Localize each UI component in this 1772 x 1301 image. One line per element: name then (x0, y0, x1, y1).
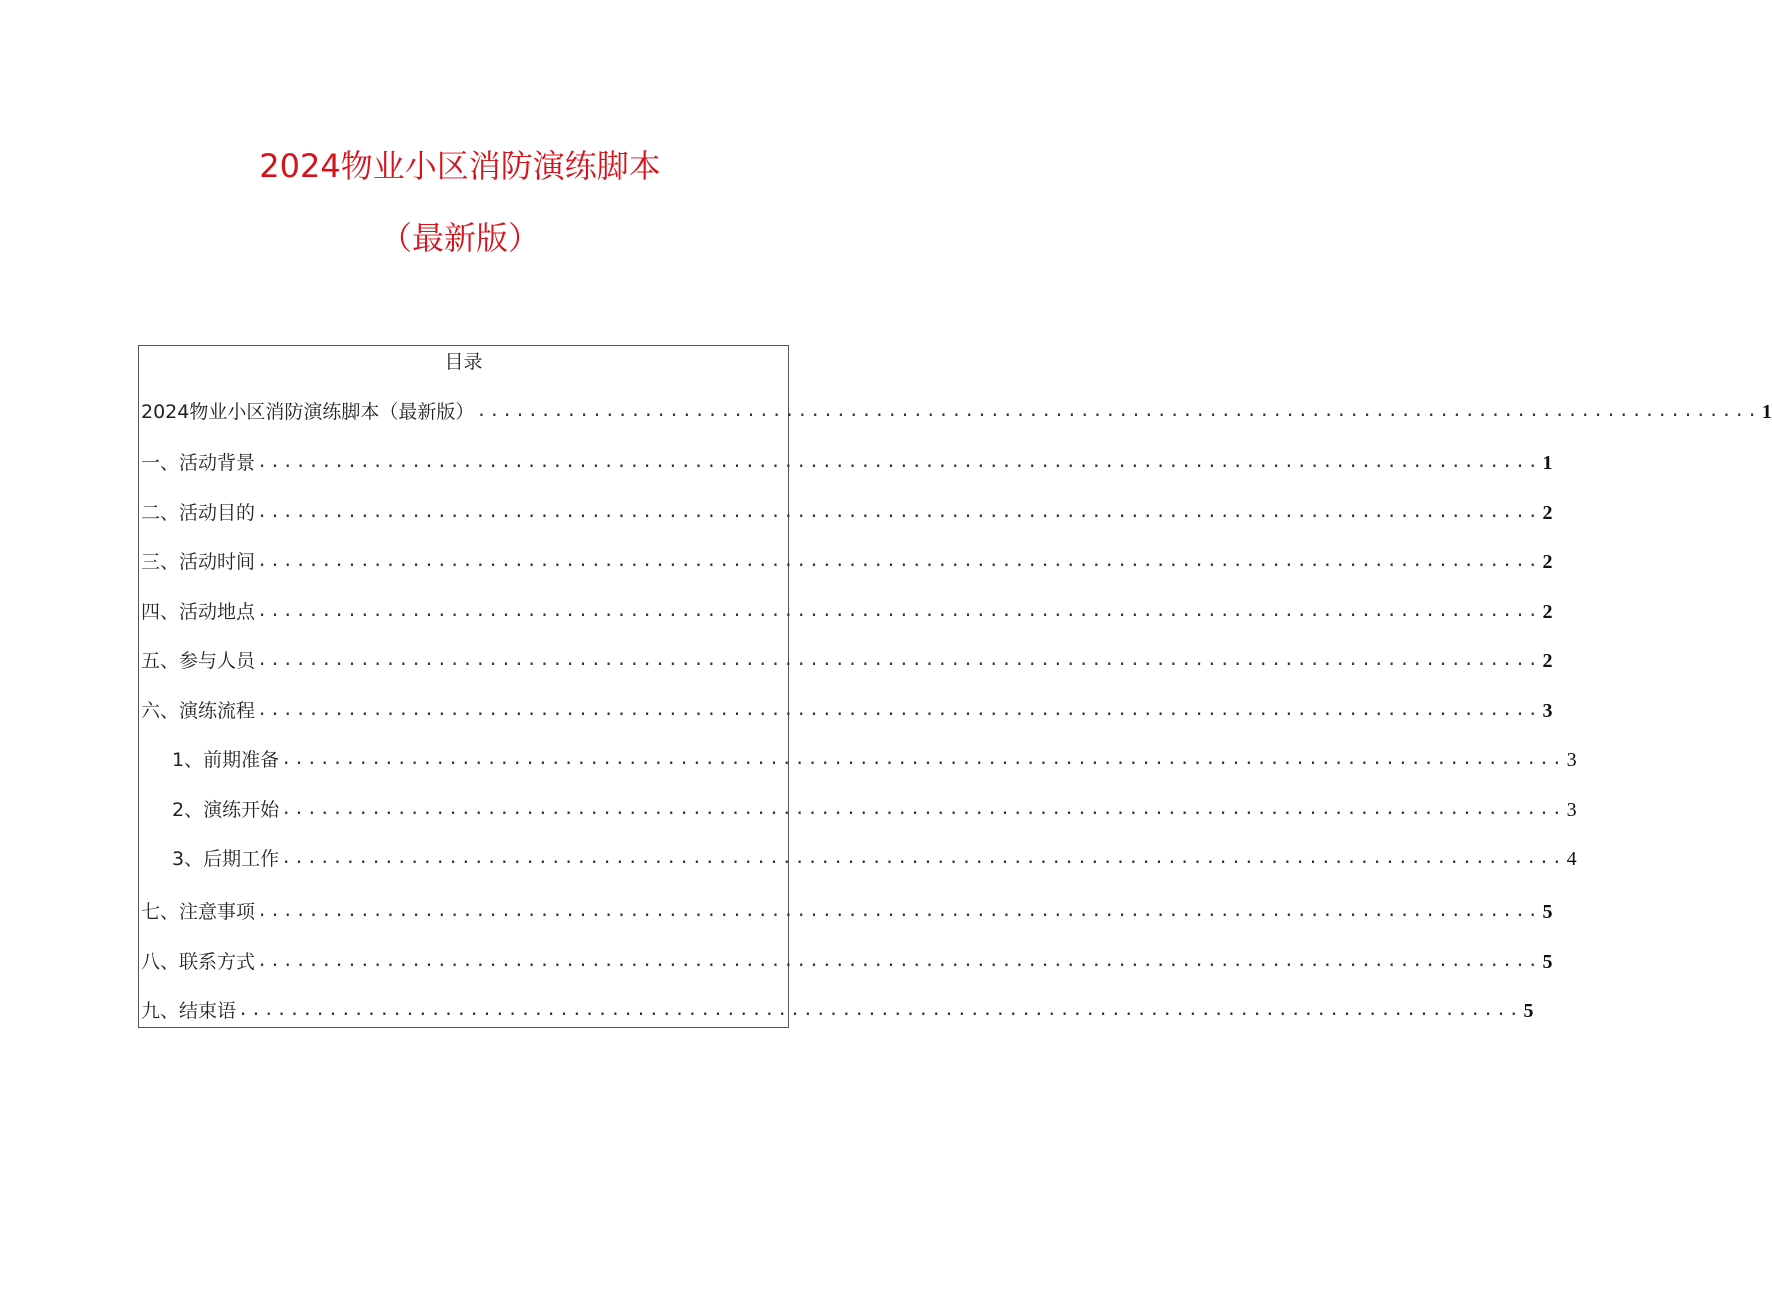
toc-entry-label: 三、活动时间 (141, 551, 256, 573)
toc-entry-participants[interactable] (141, 647, 1553, 675)
toc-leader-dots: .................................................................................................... (257, 650, 1541, 670)
toc-page-number: 5 (1542, 951, 1553, 973)
toc-page-number: 5 (1523, 1000, 1534, 1022)
toc-entry-label: 1、前期准备 (172, 749, 280, 771)
toc-leader-dots: .................................................................................................... (238, 1000, 1522, 1020)
toc-page-number: 1 (1761, 401, 1772, 423)
toc-entry-label: 七、注意事项 (141, 901, 256, 923)
toc-leader-dots: .................................................................................................... (257, 951, 1541, 971)
toc-entry-label: 九、结束语 (141, 1000, 237, 1022)
toc-entry-label: 六、演练流程 (141, 700, 256, 722)
toc-leader-dots: .................................................................................................... (257, 551, 1541, 571)
toc-entry-main-title[interactable] (141, 398, 1772, 426)
toc-page-number: 4 (1566, 848, 1577, 870)
toc-leader-dots: .................................................................................................... (281, 799, 1565, 819)
toc-leader-dots: .................................................................................................... (476, 401, 1760, 421)
toc-entry-label: 2024物业小区消防演练脚本（最新版） (141, 401, 475, 423)
toc-leader-dots: .................................................................................................... (257, 700, 1541, 720)
toc-page-number: 3 (1566, 749, 1577, 771)
document-subtitle: （最新版） (379, 219, 540, 257)
toc-entry-purpose[interactable] (141, 499, 1553, 527)
toc-entry-drill-start[interactable] (172, 796, 1577, 824)
toc-leader-dots: .................................................................................................... (281, 848, 1565, 868)
toc-entry-background[interactable] (141, 449, 1553, 477)
toc-page-number: 2 (1542, 601, 1553, 623)
toc-entry-preparation[interactable] (172, 746, 1577, 774)
toc-entry-follow-up[interactable] (172, 845, 1577, 873)
toc-entry-contact[interactable] (141, 948, 1553, 976)
toc-entry-label: 2、演练开始 (172, 799, 280, 821)
toc-page-number: 2 (1542, 650, 1553, 672)
toc-entry-drill-process[interactable] (141, 697, 1553, 725)
toc-entry-label: 八、联系方式 (141, 951, 256, 973)
toc-entry-label: 3、后期工作 (172, 848, 280, 870)
toc-leader-dots: .................................................................................................... (281, 749, 1565, 769)
toc-leader-dots: .................................................................................................... (257, 502, 1541, 522)
toc-page-number: 5 (1542, 901, 1553, 923)
toc-entry-label: 二、活动目的 (141, 502, 256, 524)
toc-entry-time[interactable] (141, 548, 1553, 576)
toc-entry-label: 四、活动地点 (141, 601, 256, 623)
document-title: 2024物业小区消防演练脚本 (259, 147, 661, 185)
toc-heading: 目录 (444, 351, 483, 373)
toc-entry-location[interactable] (141, 598, 1553, 626)
toc-leader-dots: .................................................................................................... (257, 452, 1541, 472)
toc-page-number: 3 (1566, 799, 1577, 821)
toc-leader-dots: .................................................................................................... (257, 901, 1541, 921)
toc-page-number: 1 (1542, 452, 1553, 474)
table-of-contents (138, 345, 1772, 1028)
toc-leader-dots: .................................................................................................... (257, 601, 1541, 621)
toc-entry-precautions[interactable] (141, 898, 1553, 926)
toc-page-number: 3 (1542, 700, 1553, 722)
toc-entry-label: 五、参与人员 (141, 650, 256, 672)
toc-entry-label: 一、活动背景 (141, 452, 256, 474)
toc-page-number: 2 (1542, 502, 1553, 524)
toc-page-number: 2 (1542, 551, 1553, 573)
toc-entry-closing[interactable] (141, 997, 1534, 1025)
